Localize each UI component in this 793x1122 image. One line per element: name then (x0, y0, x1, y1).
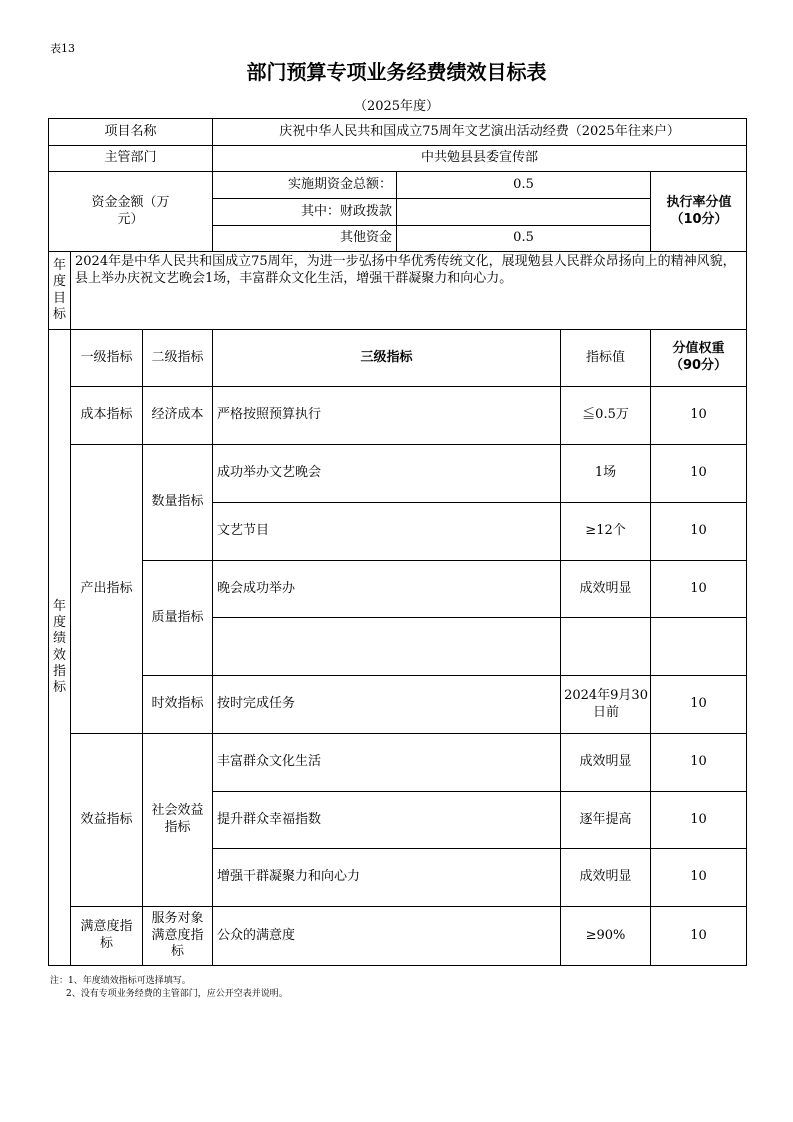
output-row-value: 1场 (561, 445, 651, 503)
satisfaction-level2: 服务对象满意度指标 (143, 907, 213, 966)
annual-goal-text: 2024年是中华人民共和国成立75周年，为进一步弘扬中华优秀传统文化，展现勉县人民群众昂扬向上的精神风貌，县上举办庆祝文艺晚会1场，丰富群众文化生活，增强干群凝聚力和向心力。 (71, 252, 747, 330)
output-row-level3: 晚会成功举办 (213, 561, 561, 618)
benefit-row-level3: 提升群众幸福指数 (213, 792, 561, 849)
output-row-level3: 按时完成任务 (213, 676, 561, 734)
output-level1: 产出指标 (71, 445, 143, 734)
funds-total-value: 0.5 (397, 172, 651, 199)
page-title: 部门预算专项业务经费绩效目标表 (246, 60, 547, 84)
funds-fiscal-value (397, 199, 651, 226)
satisfaction-value: ≥90% (561, 907, 651, 966)
cost-level3: 严格按照预算执行 (213, 387, 561, 445)
satisfaction-level1: 满意度指标 (71, 907, 143, 966)
benefit-row-weight: 10 (651, 849, 747, 907)
funds-total-label: 实施期资金总额： (213, 172, 397, 199)
project-name-value: 庆祝中华人民共和国成立75周年文艺演出活动经费（2025年往来户） (213, 119, 747, 146)
output-row-weight: 10 (651, 503, 747, 561)
cost-level2: 经济成本 (143, 387, 213, 445)
cost-value: ≦0.5万 (561, 387, 651, 445)
benefit-row-weight: 10 (651, 792, 747, 849)
header-level1: 一级指标 (71, 330, 143, 387)
funds-other-value: 0.5 (397, 226, 651, 252)
output-row-level3: 文艺节目 (213, 503, 561, 561)
satisfaction-weight: 10 (651, 907, 747, 966)
output-row-value: ≥12个 (561, 503, 651, 561)
annual-goal-label: 年度目标 (49, 252, 71, 330)
quality-level2: 质量指标 (143, 561, 213, 676)
time-level2: 时效指标 (143, 676, 213, 734)
footnote-2: 2、没有专项业务经费的主管部门，应公开空表并说明。 (66, 989, 288, 1000)
cost-weight: 10 (651, 387, 747, 445)
execution-rate-score-label: 执行率分值（10分） (651, 172, 747, 252)
benefit-row-value: 逐年提高 (561, 792, 651, 849)
output-row-weight: 10 (651, 561, 747, 618)
benefit-level2: 社会效益指标 (143, 734, 213, 907)
funds-other-label: 其他资金 (213, 226, 397, 252)
output-row-value (561, 618, 651, 676)
benefit-row-weight: 10 (651, 734, 747, 792)
department-label: 主管部门 (49, 146, 213, 172)
output-row-level3: 成功举办文艺晚会 (213, 445, 561, 503)
funds-label: 资金金额（万元） (49, 172, 213, 252)
benefit-row-level3: 丰富群众文化生活 (213, 734, 561, 792)
project-name-label: 项目名称 (49, 119, 213, 146)
benefit-level1: 效益指标 (71, 734, 143, 907)
performance-target-table (48, 118, 747, 966)
quantity-level2: 数量指标 (143, 445, 213, 561)
benefit-row-level3: 增强干群凝聚力和向心力 (213, 849, 561, 907)
department-value: 中共勉县县委宣传部 (213, 146, 747, 172)
output-row-value: 成效明显 (561, 561, 651, 618)
indicators-section-label: 年度绩效指标 (49, 330, 71, 966)
footnote-1: 注：1、年度绩效指标可选择填写。 (50, 976, 191, 986)
header-value: 指标值 (561, 330, 651, 387)
output-row-weight (651, 618, 747, 676)
output-row-weight: 10 (651, 676, 747, 734)
output-row-value: 2024年9月30日前 (561, 676, 651, 734)
table-number: 表13 (50, 42, 75, 55)
budget-year: （2025年度） (353, 99, 440, 114)
header-weight: 分值权重（90分） (651, 330, 747, 387)
header-level2: 二级指标 (143, 330, 213, 387)
benefit-row-value: 成效明显 (561, 734, 651, 792)
header-level3: 三级指标 (213, 330, 561, 387)
output-row-level3 (213, 618, 561, 676)
output-row-weight: 10 (651, 445, 747, 503)
satisfaction-level3: 公众的满意度 (213, 907, 561, 966)
footnotes (50, 975, 288, 1001)
funds-fiscal-label: 其中：财政拨款 (213, 199, 397, 226)
benefit-row-value: 成效明显 (561, 849, 651, 907)
cost-level1: 成本指标 (71, 387, 143, 445)
